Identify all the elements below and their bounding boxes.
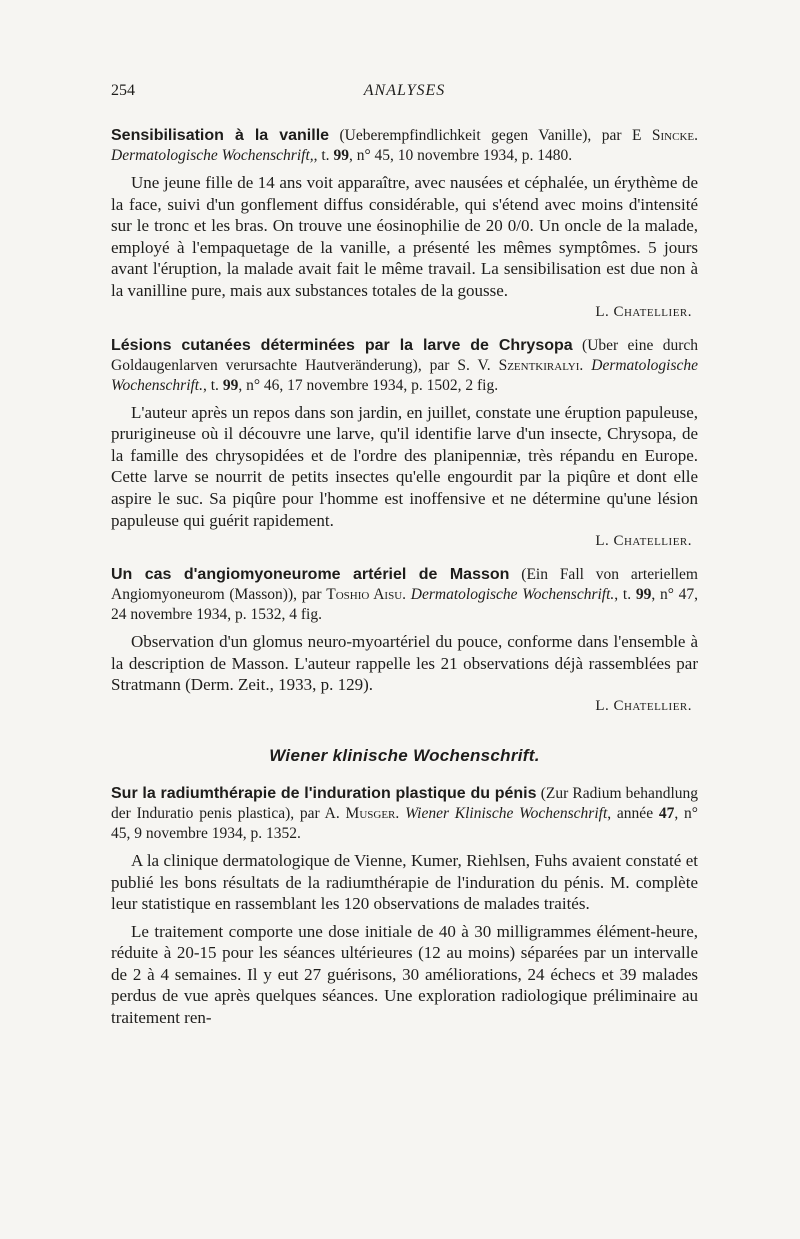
page-number: 254	[111, 82, 135, 99]
reviewer-signature	[111, 302, 692, 322]
volume-prefix: , t.	[313, 147, 334, 164]
section-heading: Wiener klinische Wochenschrift.	[269, 745, 540, 765]
article-reference: Sur la radiumthérapie de l'induration plastique du pénis (Zur Radium behandlung der Induratio penis plastica), par A. Musger. Wiener Klinische Wochenschrift, année 47, n° 45, 9 novembre 1934, p. 1352.	[111, 784, 699, 842]
volume-number: 99	[635, 586, 652, 604]
running-head: ANALYSES	[363, 82, 446, 99]
article-vanille	[111, 126, 698, 322]
page-header	[111, 82, 698, 106]
journal-name: Dermatologische Wochenschrift,	[111, 147, 314, 164]
article-title: Sur la radiumthérapie de l'induration plastique du pénis	[111, 784, 537, 802]
signature-text: L. Chatellier.	[595, 533, 692, 550]
reviewer-signature	[111, 531, 692, 551]
signature-text: L. Chatellier.	[595, 697, 692, 714]
original-title: (Uber eine durch Goldaugenlarven verursachte Hautveränderung), par S. V.	[111, 336, 698, 374]
article-author: E Sincke	[631, 127, 695, 144]
article-author: Szentkiralyi	[498, 356, 580, 374]
publication-details: , n° 47, 24 novembre 1934, p. 1532, 4 fig.	[111, 586, 699, 624]
publication-details: , n° 46, 17 novembre 1934, p. 1502, 2 fig.	[238, 376, 499, 394]
article-title: Lésions cutanées déterminées par la larve de Chrysopa	[111, 336, 573, 354]
volume-prefix: , année	[607, 804, 659, 822]
article-title: Un cas d'angiomyoneurome artériel de Masson	[111, 566, 510, 584]
original-title: (Ein Fall von arteriellem Angiomyoneurom (Masson)), par	[111, 566, 698, 604]
article-paragraph: Observation d'un glomus neuro-myoartériel du pouce, conforme dans l'ensemble à la description de Masson. L'auteur rappelle les 21 observations déjà rassemblées par Stratmann (Derm. Zeit., 1933, p. 129).	[111, 632, 698, 695]
article-reference: Sensibilisation à la vanille (Ueberempfindlichkeit gegen Vanille), par E Sincke. Dermatologische Wochenschrift,, t. 99, n° 45, 10 novembre 1934, p. 1480.	[111, 127, 698, 164]
original-title: (Zur Radium behandlung der Induratio penis plastica), par A.	[111, 784, 698, 822]
article-reference: Lésions cutanées déterminées par la larve de Chrysopa (Uber eine durch Goldaugenlarven verursachte Hautveränderung), par S. V. Szentkiralyi. Dermatologische Wochenschrift., t. 99, n° 46, 17 novembre 1934, p. 1502, 2 fig.	[111, 336, 699, 394]
volume-number: 47	[658, 804, 675, 822]
article-author: Musger	[345, 804, 396, 822]
article-paragraph: Le traitement comporte une dose initiale de 40 à 30 milligrammes élément-heure, réduite à 20-15 pour les séances ultérieures (12 au moins) séparées par un intervalle de 2 à 4 semaines. Il y eut 27 guérisons, 30 améliorations, 24 échecs et 39 malades perdus de vue après quelques séances. Une exploration radiologique préliminaire au traitement ren-	[111, 921, 698, 1028]
article-paragraph: Une jeune fille de 14 ans voit apparaître, avec nausées et céphalée, un érythème de la face, suivi d'un gonflement diffus considérable, qui s'étend avec moins d'intensité sur le tronc et les bras. On trouve une éosinophilie de 20 0/0. Un oncle de la malade, employé à l'empaquetage de la vanille, a présenté les mêmes symptômes. 5 jours avant l'éruption, la malade avait fait le même travail. La sensibilisation est due non à la vanilline pure, mais aux substances totales de la gousse.	[111, 173, 698, 300]
publication-details: , n° 45, 9 novembre 1934, p. 1352.	[111, 804, 699, 842]
article-title: Sensibilisation à la vanille	[111, 127, 330, 144]
article-angiomyoneurome	[111, 565, 698, 716]
journal-name: Dermatologische Wochenschrift.	[111, 356, 699, 394]
volume-prefix: , t.	[203, 376, 223, 394]
original-title: (Ueberempfindlichkeit gegen Vanille), par	[329, 127, 622, 144]
volume-number: 99	[333, 147, 349, 164]
journal-name: Wiener Klinische Wochenschrift	[405, 804, 608, 822]
article-radiumtherapie	[111, 784, 698, 1029]
article-author: Toshio Aisu	[326, 586, 403, 604]
article-paragraph: A la clinique dermatologique de Vienne, Kumer, Riehlsen, Fuhs avaient constaté et publié les bons résultats de la radiumthérapie de l'induration du pénis. M. complète leur statistique en rassemblant les 120 observations de malades traités.	[111, 850, 698, 914]
publication-details: , n° 45, 10 novembre 1934, p. 1480.	[348, 147, 573, 164]
volume-prefix: , t.	[614, 586, 636, 604]
article-reference: Un cas d'angiomyoneurome artériel de Masson (Ein Fall von arteriellem Angiomyoneurom (Masson)), par Toshio Aisu. Dermatologische Wochenschrift., t. 99, n° 47, 24 novembre 1934, p. 1532, 4 fig.	[111, 566, 699, 624]
reviewer-signature	[111, 696, 692, 716]
article-chrysopa	[111, 336, 698, 552]
page-content	[111, 126, 698, 1043]
signature-text: L. Chatellier.	[595, 303, 692, 320]
journal-name: Dermatologische Wochenschrift.	[410, 586, 615, 604]
article-paragraph: L'auteur après un repos dans son jardin, en juillet, constate une éruption papuleuse, prurigineuse où il découvre une larve, qu'il identifie larve d'un insecte, Chrysopa, de la famille des chrysopidées et de l'ordre des planipenniæ, très répandu en Europe. Cette larve se nourrit de petits insectes qu'elle engourdit par la piqûre et dont elle aspire le suc. Sa piqûre pour l'homme est inoffensive et ne détermine qu'une lésion papuleuse qui guérit rapidement.	[111, 402, 698, 530]
volume-number: 99	[222, 376, 239, 394]
